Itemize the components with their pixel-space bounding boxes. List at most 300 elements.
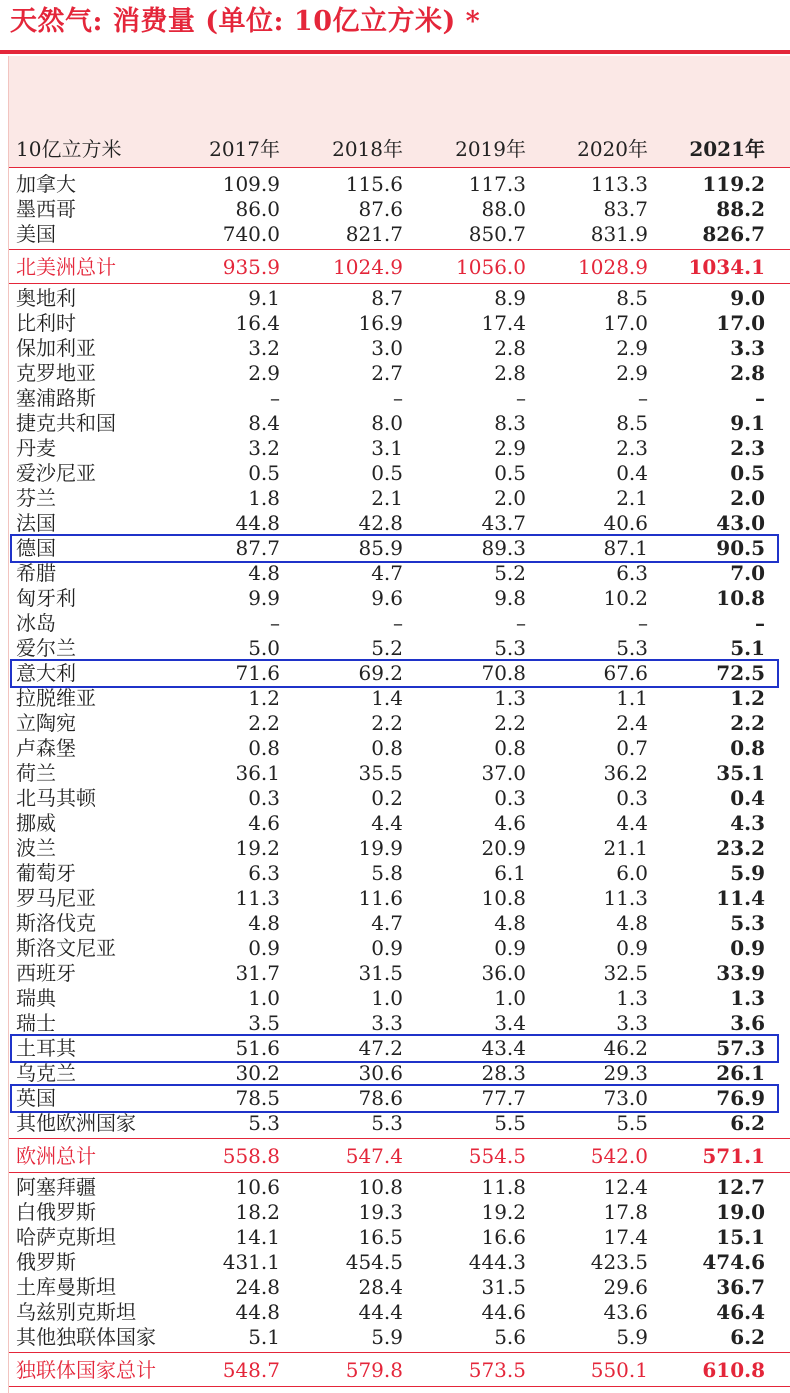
value-cell: 47.2 (358, 1036, 403, 1060)
country-name: 其他独联体国家 (16, 1325, 156, 1349)
divider (8, 1172, 790, 1173)
country-name: 克罗地亚 (16, 361, 96, 385)
total-label: 北美洲总计 (16, 255, 116, 279)
value-cell: 9.1 (730, 411, 765, 435)
value-cell: 5.2 (371, 636, 403, 660)
value-cell: 8.5 (616, 286, 648, 310)
value-cell: 4.8 (248, 561, 280, 585)
value-cell: 87.6 (358, 197, 403, 221)
country-name: 荷兰 (16, 761, 56, 785)
table-row (0, 1325, 790, 1350)
value-cell: 36.0 (481, 961, 526, 985)
value-cell: 10.2 (603, 586, 648, 610)
value-cell: 5.9 (371, 1325, 403, 1349)
total-row (0, 255, 790, 280)
value-cell: – (270, 611, 280, 635)
value-cell: 740.0 (222, 222, 280, 246)
value-cell: 11.6 (358, 886, 403, 910)
value-cell: 89.3 (481, 536, 526, 560)
value-cell: 86.0 (235, 197, 280, 221)
table-row (0, 311, 790, 336)
value-cell: 7.0 (730, 561, 765, 585)
divider (8, 249, 790, 250)
value-cell: – (638, 386, 648, 410)
value-cell: 69.2 (358, 661, 403, 685)
value-cell: 87.1 (603, 536, 648, 560)
value-cell: 0.8 (248, 736, 280, 760)
value-cell: 19.9 (358, 836, 403, 860)
country-name: 拉脱维亚 (16, 686, 96, 710)
value-cell: 35.5 (358, 761, 403, 785)
value-cell: 8.5 (616, 411, 648, 435)
value-cell: 6.2 (730, 1111, 765, 1135)
table-row (0, 886, 790, 911)
value-cell: 5.3 (616, 636, 648, 660)
country-name: 阿塞拜疆 (16, 1175, 96, 1199)
value-cell: 11.4 (716, 886, 765, 910)
table-row (0, 711, 790, 736)
value-cell: 2.1 (616, 486, 648, 510)
highlight-box (10, 534, 779, 563)
divider (8, 1352, 790, 1353)
value-cell: 31.7 (235, 961, 280, 985)
value-cell: 17.8 (603, 1200, 648, 1224)
value-cell: 831.9 (590, 222, 648, 246)
value-cell: 5.1 (730, 636, 765, 660)
total-value: 548.7 (222, 1358, 280, 1382)
value-cell: 11.3 (235, 886, 280, 910)
value-cell: 36.1 (235, 761, 280, 785)
value-cell: 29.3 (603, 1061, 648, 1085)
table-row (0, 511, 790, 536)
value-cell: 5.5 (494, 1111, 526, 1135)
value-cell: 3.1 (371, 436, 403, 460)
value-cell: 10.8 (716, 586, 765, 610)
table-row (0, 386, 790, 411)
value-cell: 474.6 (702, 1250, 765, 1274)
highlight-box (10, 1034, 779, 1063)
value-cell: 5.0 (248, 636, 280, 660)
value-cell: 12.7 (716, 1175, 765, 1199)
value-cell: 36.2 (603, 761, 648, 785)
value-cell: 87.7 (235, 536, 280, 560)
value-cell: 1.4 (371, 686, 403, 710)
value-cell: 2.9 (616, 361, 648, 385)
value-cell: 5.9 (730, 861, 765, 885)
value-cell: – (270, 386, 280, 410)
value-cell: 6.1 (494, 861, 526, 885)
value-cell: 31.5 (358, 961, 403, 985)
value-cell: 3.3 (616, 1011, 648, 1035)
value-cell: 70.8 (481, 661, 526, 685)
total-label: 欧洲总计 (16, 1144, 96, 1168)
value-cell: 19.3 (358, 1200, 403, 1224)
value-cell: 3.3 (371, 1011, 403, 1035)
value-cell: 28.3 (481, 1061, 526, 1085)
country-name: 白俄罗斯 (16, 1200, 96, 1224)
table-row (0, 286, 790, 311)
table-row (0, 911, 790, 936)
table-row (0, 1300, 790, 1325)
value-cell: 0.9 (494, 936, 526, 960)
value-cell: 3.6 (730, 1011, 765, 1035)
value-cell: 3.4 (494, 1011, 526, 1035)
value-cell: 16.5 (358, 1225, 403, 1249)
table-row (0, 636, 790, 661)
value-cell: 44.8 (235, 1300, 280, 1324)
value-cell: 109.9 (222, 172, 280, 196)
value-cell: 5.9 (616, 1325, 648, 1349)
country-name: 法国 (16, 511, 56, 535)
value-cell: 28.4 (358, 1275, 403, 1299)
total-value: 554.5 (468, 1144, 526, 1168)
value-cell: 1.2 (730, 686, 765, 710)
highlight-box (10, 1084, 779, 1113)
total-value: 571.1 (702, 1144, 765, 1168)
table-left-edge (8, 56, 9, 1393)
value-cell: 44.4 (358, 1300, 403, 1324)
value-cell: 57.3 (716, 1036, 765, 1060)
value-cell: 0.3 (494, 786, 526, 810)
country-name: 瑞士 (16, 1011, 56, 1035)
value-cell: 4.7 (371, 911, 403, 935)
table-row (0, 986, 790, 1011)
value-cell: 113.3 (590, 172, 648, 196)
value-cell: 9.8 (494, 586, 526, 610)
value-cell: 9.9 (248, 586, 280, 610)
value-cell: 32.5 (603, 961, 648, 985)
value-cell: 2.8 (494, 336, 526, 360)
country-name: 匈牙利 (16, 586, 76, 610)
value-cell: 2.9 (494, 436, 526, 460)
table-row (0, 736, 790, 761)
value-cell: 0.3 (616, 786, 648, 810)
value-cell: 35.1 (716, 761, 765, 785)
value-cell: 6.3 (248, 861, 280, 885)
country-name: 英国 (16, 1086, 56, 1110)
total-value: 547.4 (345, 1144, 403, 1168)
table-row (0, 561, 790, 586)
country-name: 西班牙 (16, 961, 76, 985)
value-cell: 11.8 (481, 1175, 526, 1199)
table-row (0, 486, 790, 511)
value-cell: 20.9 (481, 836, 526, 860)
value-cell: 33.9 (716, 961, 765, 985)
value-cell: 821.7 (345, 222, 403, 246)
value-cell: 17.4 (481, 311, 526, 335)
value-cell: 0.9 (616, 936, 648, 960)
value-cell: 76.9 (716, 1086, 765, 1110)
value-cell: 18.2 (235, 1200, 280, 1224)
year-header: 2020年 (577, 137, 648, 161)
country-name: 意大利 (16, 661, 76, 685)
value-cell: 10.8 (481, 886, 526, 910)
value-cell: 2.2 (494, 711, 526, 735)
value-cell: 444.3 (468, 1250, 526, 1274)
value-cell: 83.7 (603, 197, 648, 221)
value-cell: 1.0 (248, 986, 280, 1010)
value-cell: 10.6 (235, 1175, 280, 1199)
value-cell: 115.6 (345, 172, 403, 196)
total-value: 573.5 (468, 1358, 526, 1382)
country-name: 立陶宛 (16, 711, 76, 735)
country-name: 葡萄牙 (16, 861, 76, 885)
total-row (0, 1358, 790, 1383)
value-cell: 17.4 (603, 1225, 648, 1249)
value-cell: 0.5 (730, 461, 765, 485)
country-name: 爱尔兰 (16, 636, 76, 660)
value-cell: 5.3 (494, 636, 526, 660)
value-cell: 3.0 (371, 336, 403, 360)
value-cell: 16.6 (481, 1225, 526, 1249)
value-cell: 4.8 (248, 911, 280, 935)
country-name: 卢森堡 (16, 736, 76, 760)
value-cell: 4.6 (494, 811, 526, 835)
value-cell: 4.4 (371, 811, 403, 835)
total-value: 1028.9 (578, 255, 648, 279)
value-cell: 0.7 (616, 736, 648, 760)
value-cell: 78.5 (235, 1086, 280, 1110)
country-name: 瑞典 (16, 986, 56, 1010)
value-cell: – (516, 611, 526, 635)
value-cell: 1.8 (248, 486, 280, 510)
country-name: 斯洛文尼亚 (16, 936, 116, 960)
table-row (0, 1225, 790, 1250)
value-cell: 44.8 (235, 511, 280, 535)
value-cell: 15.1 (716, 1225, 765, 1249)
value-cell: 78.6 (358, 1086, 403, 1110)
value-cell: 6.3 (616, 561, 648, 585)
country-name: 爱沙尼亚 (16, 461, 96, 485)
table-row (0, 811, 790, 836)
unit-header: 10亿立方米 (16, 137, 122, 161)
value-cell: 77.7 (481, 1086, 526, 1110)
value-cell: 40.6 (603, 511, 648, 535)
value-cell: 5.2 (494, 561, 526, 585)
value-cell: 0.5 (248, 461, 280, 485)
table-row (0, 172, 790, 197)
country-name: 加拿大 (16, 172, 76, 196)
country-name: 丹麦 (16, 436, 56, 460)
country-name: 捷克共和国 (16, 411, 116, 435)
value-cell: 0.5 (494, 461, 526, 485)
highlight-box (10, 659, 779, 688)
total-label: 独联体国家总计 (16, 1358, 156, 1382)
table-row (0, 197, 790, 222)
value-cell: 2.9 (616, 336, 648, 360)
value-cell: 71.6 (235, 661, 280, 685)
country-name: 其他欧洲国家 (16, 1111, 136, 1135)
table-row (0, 961, 790, 986)
value-cell: – (755, 386, 765, 410)
value-cell: 4.7 (371, 561, 403, 585)
value-cell: 4.6 (248, 811, 280, 835)
table-row (0, 436, 790, 461)
table-row (0, 1011, 790, 1036)
value-cell: 8.3 (494, 411, 526, 435)
value-cell: 30.2 (235, 1061, 280, 1085)
value-cell: 16.4 (235, 311, 280, 335)
value-cell: 2.2 (248, 711, 280, 735)
value-cell: 0.8 (371, 736, 403, 760)
table-row (0, 461, 790, 486)
value-cell: 850.7 (468, 222, 526, 246)
value-cell: 10.8 (358, 1175, 403, 1199)
value-cell: 2.9 (248, 361, 280, 385)
value-cell: 2.3 (730, 436, 765, 460)
value-cell: 5.6 (494, 1325, 526, 1349)
value-cell: 30.6 (358, 1061, 403, 1085)
country-name: 乌兹别克斯坦 (16, 1300, 136, 1324)
value-cell: 44.6 (481, 1300, 526, 1324)
country-name: 斯洛伐克 (16, 911, 96, 935)
value-cell: 423.5 (590, 1250, 648, 1274)
table-row (0, 411, 790, 436)
value-cell: – (755, 611, 765, 635)
value-cell: 8.4 (248, 411, 280, 435)
country-name: 德国 (16, 536, 56, 560)
value-cell: 36.7 (716, 1275, 765, 1299)
value-cell: 0.4 (616, 461, 648, 485)
value-cell: – (393, 386, 403, 410)
country-name: 北马其顿 (16, 786, 96, 810)
value-cell: 1.3 (494, 686, 526, 710)
value-cell: 37.0 (481, 761, 526, 785)
country-name: 美国 (16, 222, 56, 246)
title-rule (0, 50, 790, 54)
value-cell: 2.3 (616, 436, 648, 460)
country-name: 哈萨克斯坦 (16, 1225, 116, 1249)
value-cell: 43.0 (716, 511, 765, 535)
country-name: 芬兰 (16, 486, 56, 510)
value-cell: 1.3 (730, 986, 765, 1010)
total-value: 1034.1 (688, 255, 765, 279)
value-cell: 51.6 (235, 1036, 280, 1060)
value-cell: 2.1 (371, 486, 403, 510)
value-cell: 3.2 (248, 336, 280, 360)
value-cell: 0.9 (371, 936, 403, 960)
total-row (0, 1144, 790, 1169)
value-cell: 1.3 (616, 986, 648, 1010)
country-name: 罗马尼亚 (16, 886, 96, 910)
country-name: 墨西哥 (16, 197, 76, 221)
value-cell: 5.3 (248, 1111, 280, 1135)
value-cell: 3.5 (248, 1011, 280, 1035)
total-value: 1024.9 (333, 255, 403, 279)
value-cell: 9.1 (248, 286, 280, 310)
table-row (0, 1275, 790, 1300)
table-row (0, 222, 790, 247)
divider (8, 167, 790, 168)
value-cell: 0.8 (730, 736, 765, 760)
divider (8, 1138, 790, 1139)
country-name: 土库曼斯坦 (16, 1275, 116, 1299)
year-header: 2018年 (332, 137, 403, 161)
country-name: 塞浦路斯 (16, 386, 96, 410)
value-cell: 9.6 (371, 586, 403, 610)
value-cell: 1.1 (616, 686, 648, 710)
value-cell: 1.0 (371, 986, 403, 1010)
value-cell: 19.0 (716, 1200, 765, 1224)
value-cell: 17.0 (716, 311, 765, 335)
total-value: 558.8 (222, 1144, 280, 1168)
value-cell: 5.1 (248, 1325, 280, 1349)
country-name: 俄罗斯 (16, 1250, 76, 1274)
value-cell: 0.2 (371, 786, 403, 810)
value-cell: 23.2 (716, 836, 765, 860)
table-row (0, 836, 790, 861)
value-cell: 88.0 (481, 197, 526, 221)
table-row (0, 1111, 790, 1136)
year-header: 2021年 (689, 137, 765, 161)
value-cell: 0.4 (730, 786, 765, 810)
value-cell: 24.8 (235, 1275, 280, 1299)
value-cell: 42.8 (358, 511, 403, 535)
table-row (0, 1200, 790, 1225)
value-cell: 9.0 (730, 286, 765, 310)
value-cell: 5.8 (371, 861, 403, 885)
table-row (0, 761, 790, 786)
value-cell: 8.0 (371, 411, 403, 435)
value-cell: 0.3 (248, 786, 280, 810)
country-name: 希腊 (16, 561, 56, 585)
value-cell: 12.4 (603, 1175, 648, 1199)
value-cell: 0.5 (371, 461, 403, 485)
value-cell: 2.7 (371, 361, 403, 385)
table-row (0, 361, 790, 386)
value-cell: 2.0 (494, 486, 526, 510)
value-cell: 43.4 (481, 1036, 526, 1060)
value-cell: 90.5 (716, 536, 765, 560)
value-cell: 0.8 (494, 736, 526, 760)
value-cell: 43.7 (481, 511, 526, 535)
table-row (0, 686, 790, 711)
value-cell: 46.2 (603, 1036, 648, 1060)
value-cell: 2.2 (371, 711, 403, 735)
page-title: 天然气: 消费量 (单位: 10亿立方米) * (10, 6, 481, 37)
value-cell: 8.7 (371, 286, 403, 310)
table-row (0, 611, 790, 636)
value-cell: 4.3 (730, 811, 765, 835)
value-cell: 4.8 (616, 911, 648, 935)
value-cell: 5.3 (730, 911, 765, 935)
table-row (0, 936, 790, 961)
value-cell: 46.4 (716, 1300, 765, 1324)
table-row (0, 1250, 790, 1275)
value-cell: 454.5 (345, 1250, 403, 1274)
value-cell: 67.6 (603, 661, 648, 685)
divider (8, 283, 790, 284)
value-cell: 19.2 (235, 836, 280, 860)
country-name: 比利时 (16, 311, 76, 335)
table-row (0, 1175, 790, 1200)
value-cell: – (393, 611, 403, 635)
country-name: 奥地利 (16, 286, 76, 310)
value-cell: 5.3 (371, 1111, 403, 1135)
value-cell: 3.3 (730, 336, 765, 360)
value-cell: 3.2 (248, 436, 280, 460)
value-cell: 43.6 (603, 1300, 648, 1324)
value-cell: 1.0 (494, 986, 526, 1010)
value-cell: 6.0 (616, 861, 648, 885)
table-row (0, 1061, 790, 1086)
total-value: 550.1 (590, 1358, 648, 1382)
value-cell: – (516, 386, 526, 410)
value-cell: 11.3 (603, 886, 648, 910)
value-cell: 5.5 (616, 1111, 648, 1135)
value-cell: 29.6 (603, 1275, 648, 1299)
value-cell: 19.2 (481, 1200, 526, 1224)
